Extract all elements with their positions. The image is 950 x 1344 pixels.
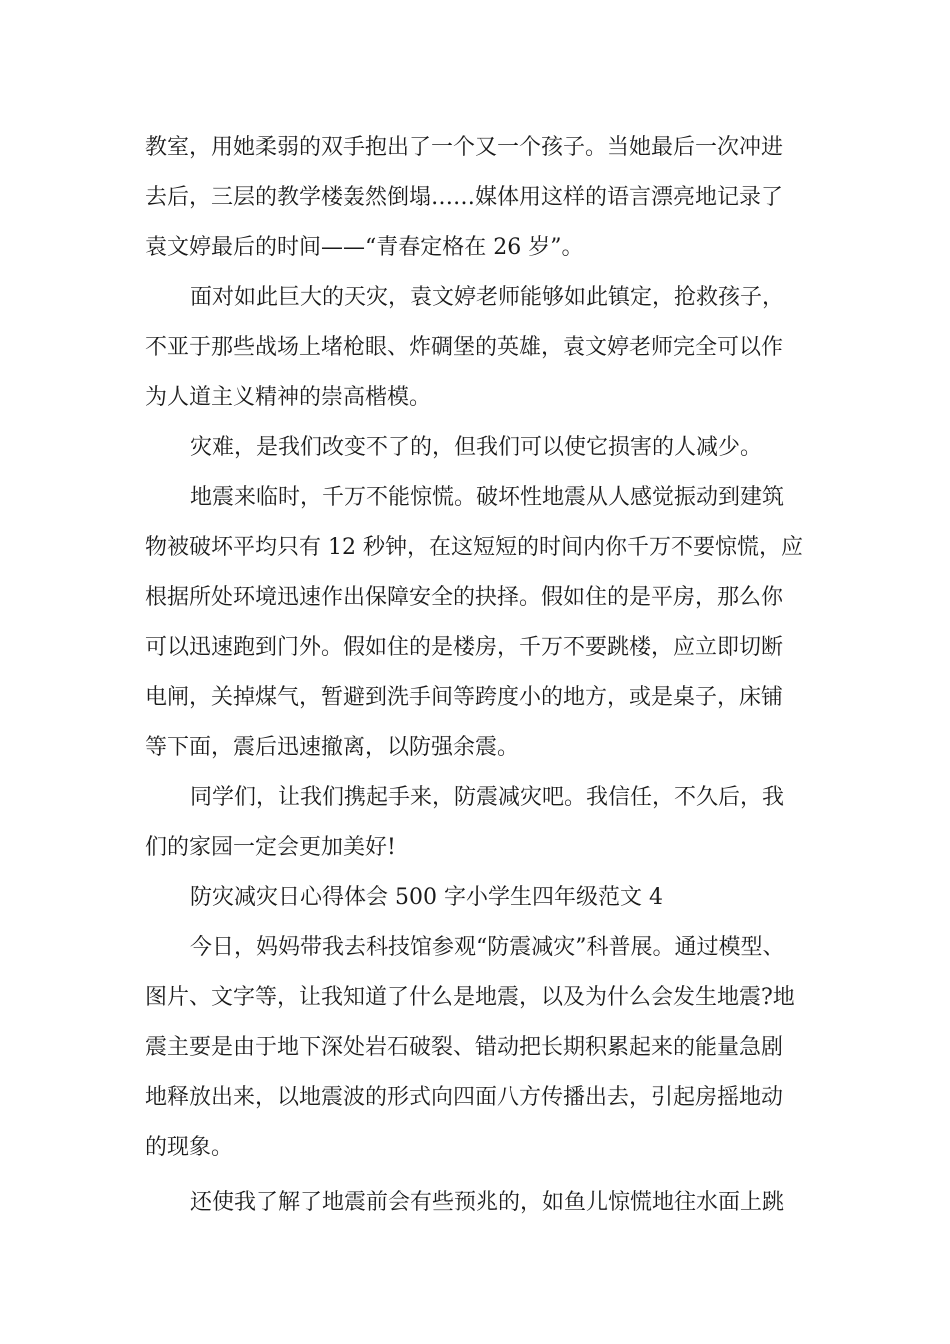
- text-line: 还使我了解了地震前会有些预兆的，如鱼儿惊慌地往水面上跳: [190, 1190, 785, 1215]
- text-line: 袁文婷最后的时间——“青春定格在 26 岁”。: [145, 235, 584, 260]
- text-line: 去后，三层的教学楼轰然倒塌……媒体用这样的语言漂亮地记录了: [145, 185, 784, 210]
- text-line: 地释放出来，以地震波的形式向四面八方传播出去，引起房摇地动: [145, 1085, 784, 1110]
- text-line: 面对如此巨大的天灾，袁文婷老师能够如此镇定，抢救孩子，: [190, 285, 785, 310]
- text-line: 根据所处环境迅速作出保障安全的抉择。假如住的是平房，那么你: [145, 585, 784, 610]
- text-line: 们的家园一定会更加美好!: [145, 835, 396, 860]
- text-line: 教室，用她柔弱的双手抱出了一个又一个孩子。当她最后一次冲进: [145, 135, 784, 160]
- text-line: 今日，妈妈带我去科技馆参观“防震减灾”科普展。通过模型、: [190, 935, 785, 960]
- text-line: 为人道主义精神的崇高楷模。: [145, 385, 432, 410]
- text-line: 地震来临时，千万不能惊慌。破坏性地震从人感觉振动到建筑: [190, 485, 785, 510]
- text-line: 图片、文字等，让我知道了什么是地震，以及为什么会发生地震?地: [145, 985, 795, 1010]
- text-line: 物被破坏平均只有 12 秒钟，在这短短的时间内你千万不要惊慌，应: [145, 535, 803, 560]
- section-heading: 防灾减灾日心得体会 500 字小学生四年级范文 4: [190, 885, 663, 910]
- text-line: 电闸，关掉煤气，暂避到洗手间等跨度小的地方，或是桌子，床铺: [145, 685, 784, 710]
- text-line: 可以迅速跑到门外。假如住的是楼房，千万不要跳楼，应立即切断: [145, 635, 784, 660]
- text-line: 的现象。: [145, 1135, 234, 1160]
- text-line: 不亚于那些战场上堵枪眼、炸碉堡的英雄，袁文婷老师完全可以作: [145, 335, 784, 360]
- text-line: 灾难，是我们改变不了的，但我们可以使它损害的人减少。: [190, 435, 763, 460]
- text-line: 等下面，震后迅速撤离，以防强余震。: [145, 735, 520, 760]
- text-line: 震主要是由于地下深处岩石破裂、错动把长期积累起来的能量急剧: [145, 1035, 784, 1060]
- text-line: 同学们，让我们携起手来，防震减灾吧。我信任，不久后，我: [190, 785, 785, 810]
